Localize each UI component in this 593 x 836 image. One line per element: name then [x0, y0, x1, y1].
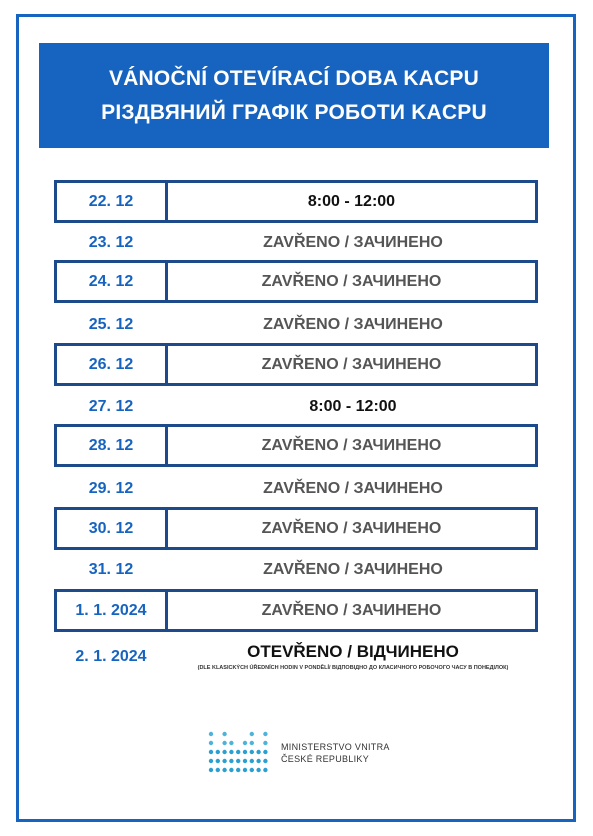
status-label: ZAVŘENO / ЗАЧИНЕНО	[261, 519, 442, 537]
date-cell	[54, 589, 168, 632]
logo-dot	[216, 759, 220, 763]
date-cell	[54, 507, 168, 550]
logo-dot	[263, 759, 267, 763]
status-label: ZAVŘENO / ЗАЧИНЕНО	[261, 355, 442, 373]
logo-dot	[263, 741, 267, 745]
schedule-row	[54, 555, 538, 585]
logo-dot	[209, 768, 213, 772]
date-cell	[54, 343, 168, 386]
date-label: 25. 12	[88, 316, 134, 333]
schedule-row	[54, 392, 538, 422]
status-label: ZAVŘENO / ЗАЧИНЕНО	[263, 561, 443, 578]
date-cell	[54, 392, 168, 422]
status-cell	[168, 642, 538, 671]
status-label: 8:00 - 12:00	[307, 192, 396, 210]
date-label: 23. 12	[88, 234, 134, 251]
logo-text	[281, 741, 390, 765]
logo-dot	[243, 750, 247, 754]
status-cell	[168, 180, 538, 223]
date-label: 22. 12	[88, 192, 134, 210]
schedule-row	[54, 228, 538, 258]
status-label: OTEVŘENO / ВІДЧИНЕНО	[247, 642, 459, 661]
logo-dot	[250, 750, 254, 754]
schedule-row	[54, 310, 538, 340]
date-cell	[54, 260, 168, 303]
date-label: 29. 12	[88, 480, 134, 497]
status-cell	[168, 424, 538, 467]
logo-dot	[236, 750, 240, 754]
logo-line-1: MINISTERSTVO VNITRA	[281, 742, 390, 752]
schedule-row	[54, 474, 538, 504]
date-cell	[54, 474, 168, 504]
status-cell	[168, 555, 538, 585]
logo-line-2: ČESKÉ REPUBLIKY	[281, 754, 370, 764]
status-cell	[168, 228, 538, 258]
logo-dot	[209, 732, 213, 736]
logo-dot	[243, 741, 247, 745]
status-label: ZAVŘENO / ЗАЧИНЕНО	[261, 436, 442, 454]
logo-dot	[229, 741, 233, 745]
status-label: 8:00 - 12:00	[309, 398, 397, 415]
logo-dot	[263, 750, 267, 754]
logo-dot	[263, 768, 267, 772]
date-label: 27. 12	[88, 398, 134, 415]
header-title-czech: VÁNOČNÍ OTEVÍRACÍ DOBA KACPU	[108, 66, 479, 90]
logo-dot	[243, 759, 247, 763]
schedule-row	[54, 589, 538, 632]
date-label: 2. 1. 2024	[75, 648, 147, 665]
ministry-logo	[207, 727, 397, 779]
date-cell	[54, 642, 168, 671]
date-cell	[54, 310, 168, 340]
schedule-row	[54, 260, 538, 303]
logo-dot	[216, 750, 220, 754]
status-cell	[168, 260, 538, 303]
status-cell	[168, 589, 538, 632]
status-label: ZAVŘENO / ЗАЧИНЕНО	[261, 272, 442, 290]
date-label: 28. 12	[88, 436, 134, 454]
logo-dot	[250, 759, 254, 763]
logo-dot	[263, 732, 267, 736]
date-label: 24. 12	[88, 272, 134, 290]
logo-dot	[243, 768, 247, 772]
schedule-row	[54, 424, 538, 467]
logo-dot	[222, 750, 226, 754]
status-cell	[168, 507, 538, 550]
logo-dot	[222, 732, 226, 736]
logo-dot	[256, 759, 260, 763]
status-label: ZAVŘENO / ЗАЧИНЕНО	[263, 316, 443, 333]
logo-dot	[236, 768, 240, 772]
logo-dot	[229, 759, 233, 763]
header-title-ukrainian: РІЗДВЯНИЙ ГРАФІК РОБОТИ KACPU	[101, 100, 487, 124]
status-cell	[168, 343, 538, 386]
mv-dots-logo-icon	[207, 728, 269, 778]
date-label: 31. 12	[88, 561, 134, 578]
date-label: 30. 12	[88, 519, 134, 537]
logo-dot	[222, 741, 226, 745]
schedule-row-final	[54, 642, 538, 671]
status-cell	[168, 474, 538, 504]
schedule-row	[54, 343, 538, 386]
logo-dot	[250, 741, 254, 745]
logo-dot	[236, 759, 240, 763]
date-cell	[54, 228, 168, 258]
status-cell	[168, 310, 538, 340]
logo-dot	[222, 759, 226, 763]
date-cell	[54, 180, 168, 223]
status-label: ZAVŘENO / ЗАЧИНЕНО	[263, 480, 443, 497]
logo-dot	[209, 750, 213, 754]
logo-dot	[209, 759, 213, 763]
date-label: 1. 1. 2024	[75, 601, 147, 619]
schedule-row	[54, 507, 538, 550]
header-banner	[39, 43, 549, 148]
logo-dot	[209, 741, 213, 745]
schedule-row	[54, 180, 538, 223]
logo-dot	[250, 732, 254, 736]
logo-dot	[229, 750, 233, 754]
date-cell	[54, 555, 168, 585]
logo-dot	[229, 768, 233, 772]
logo-dot	[256, 768, 260, 772]
logo-dot	[216, 768, 220, 772]
status-cell	[168, 392, 538, 422]
status-note: (DLE KLASICKÝCH ÚŘEDNÍCH HODIN V PONDĚLÍ/ ВІДПОВІДНО ДО КЛАСИЧНОГО РОБОЧОГО ЧАСУ В ПОНЕДІЛОК)	[197, 665, 509, 671]
date-label: 26. 12	[88, 355, 134, 373]
logo-dot	[222, 768, 226, 772]
status-label: ZAVŘENO / ЗАЧИНЕНО	[261, 601, 442, 619]
logo-dot	[250, 768, 254, 772]
date-cell	[54, 424, 168, 467]
logo-dot	[256, 750, 260, 754]
status-label: ZAVŘENO / ЗАЧИНЕНО	[263, 234, 443, 251]
